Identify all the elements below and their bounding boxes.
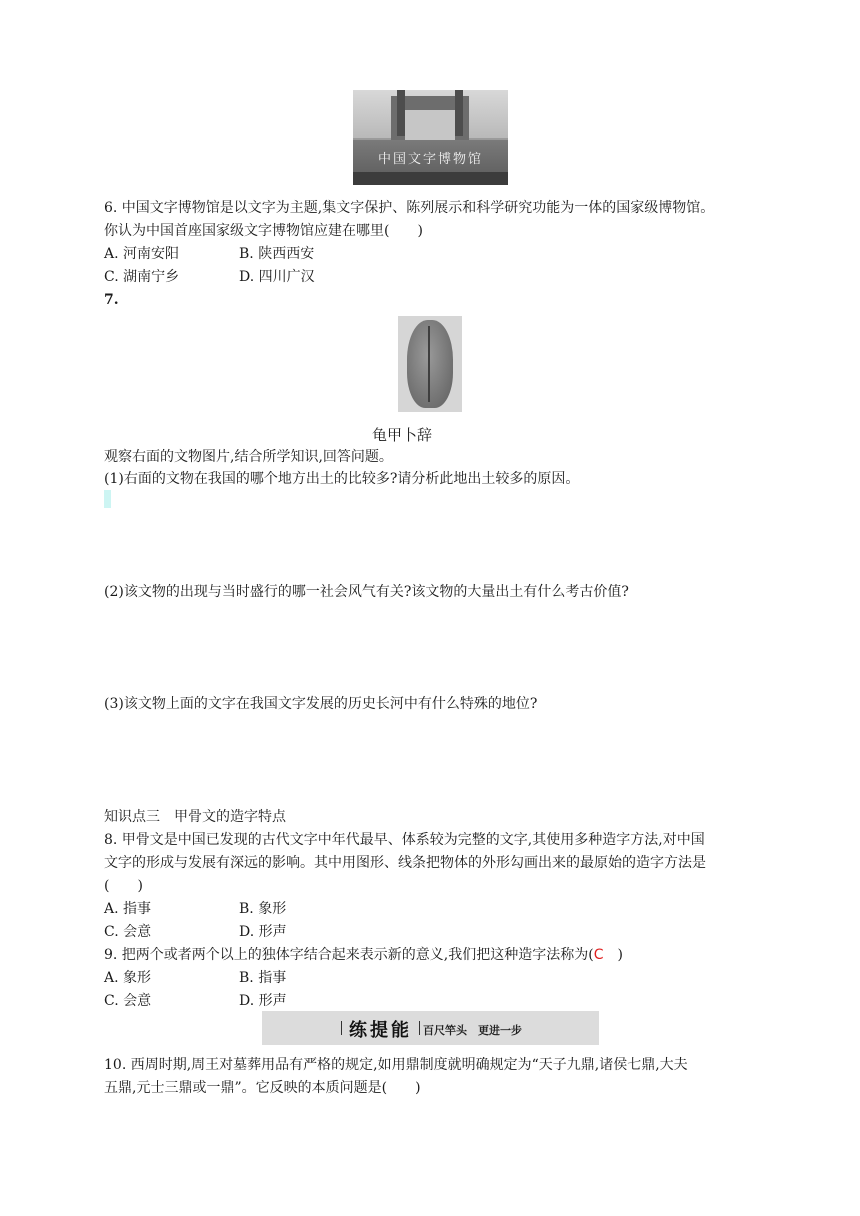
q7-number: 7. — [104, 292, 119, 308]
q6-stem-line2: 你认为中国首座国家级文字博物馆应建在哪里( ) — [104, 223, 423, 239]
q9-stem — [104, 945, 623, 965]
q8-option-b: B. 象形 — [239, 901, 287, 917]
q7-intro: 观察右面的文物图片,结合所学知识,回答问题。 — [104, 449, 393, 465]
q8-stem-line2: 文字的形成与发展有深远的影响。其中用图形、线条把物体的外形勾画出来的最原始的造字方法是 — [104, 855, 706, 871]
q6-option-b: B. 陕西西安 — [239, 246, 315, 262]
q7-sub2: (2)该文物的出现与当时盛行的哪一社会风气有关?该文物的大量出土有什么考古价值? — [104, 584, 629, 600]
q9-option-c: C. 会意 — [104, 993, 152, 1009]
q6-option-a: A. 河南安阳 — [104, 246, 180, 262]
q10-stem-line2: 五鼎,元士三鼎或一鼎”。它反映的本质问题是( ) — [104, 1080, 421, 1096]
q10-stem-line1: 10. 西周时期,周王对墓葬用品有严格的规定,如用鼎制度就明确规定为“天子九鼎,诸侯七鼎,大夫 — [104, 1057, 688, 1073]
q8-option-c: C. 会意 — [104, 924, 152, 940]
text-cursor — [104, 490, 111, 508]
banner-title: 练提能 — [349, 1020, 412, 1041]
q7-sub1: (1)右面的文物在我国的哪个地方出土的比较多?请分析此地出土较多的原因。 — [104, 471, 580, 487]
q8-stem-line1: 8. 甲骨文是中国已发现的古代文字中年代最早、体系较为完整的文字,其使用多种造字方法,对中国 — [104, 832, 705, 848]
q9-stem-close: ) — [603, 947, 623, 963]
q8-option-a: A. 指事 — [104, 901, 152, 917]
museum-sign: 中国文字博物馆 — [377, 152, 483, 167]
q9-option-d: D. 形声 — [239, 993, 287, 1009]
museum-photo — [353, 90, 508, 185]
oracle-bone-photo — [398, 316, 462, 412]
q9-option-b: B. 指事 — [239, 970, 287, 986]
q9-option-a: A. 象形 — [104, 970, 152, 986]
oracle-bone-caption: 龟甲卜辞 — [372, 426, 433, 444]
q7-sub3: (3)该文物上面的文字在我国文字发展的历史长河中有什么特殊的地位? — [104, 696, 538, 712]
q9-answer: C — [593, 947, 604, 963]
q8-stem-line3: ( ) — [104, 878, 143, 894]
section-banner — [262, 1011, 599, 1045]
q6-option-c: C. 湖南宁乡 — [104, 269, 180, 285]
section-heading: 知识点三 甲骨文的造字特点 — [104, 809, 286, 825]
q6-stem-line1: 6. 中国文字博物馆是以文字为主题,集文字保护、陈列展示和科学研究功能为一体的国家级博物馆。 — [104, 200, 715, 216]
banner-subtitle: 百尺竿头 更进一步 — [423, 1024, 522, 1037]
q6-option-d: D. 四川广汉 — [239, 269, 315, 285]
q9-stem-text: 9. 把两个或者两个以上的独体字结合起来表示新的意义,我们把这种造字法称为( — [104, 947, 594, 963]
q8-option-d: D. 形声 — [239, 924, 287, 940]
